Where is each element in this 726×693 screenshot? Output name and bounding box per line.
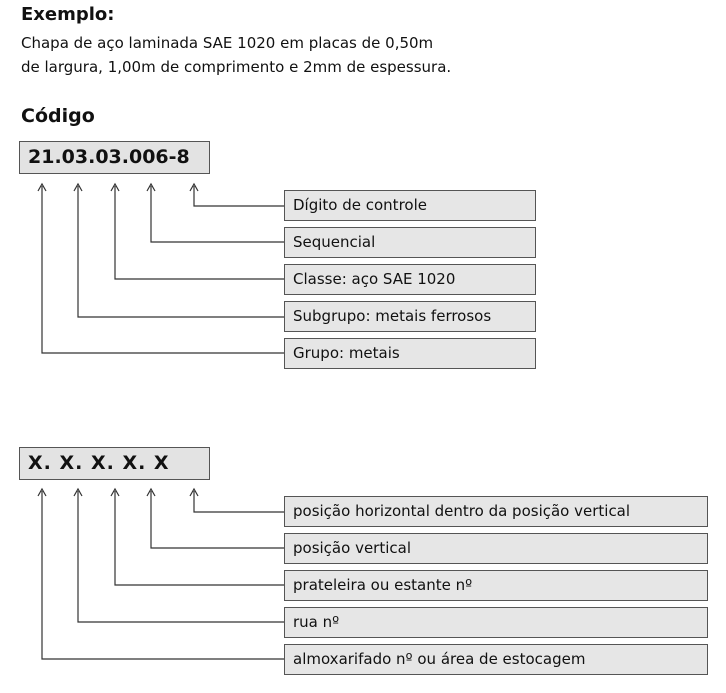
label-group: Grupo: metais: [284, 338, 536, 369]
label-horizontal-position: posição horizontal dentro da posição vertical: [284, 496, 708, 527]
label-street: rua nº: [284, 607, 708, 638]
label-control-digit: Dígito de controle: [284, 190, 536, 221]
location-connectors: [38, 489, 284, 659]
connector-sequential: [151, 186, 284, 242]
label-warehouse: almoxarifado nº ou área de estocagem: [284, 644, 708, 675]
connector-class: [115, 186, 284, 279]
connector-shelf: [115, 491, 284, 585]
label-vertical-position: posição vertical: [284, 533, 708, 564]
example-heading: Exemplo:: [21, 4, 115, 25]
label-subgroup: Subgrupo: metais ferrosos: [284, 301, 536, 332]
code-connectors: [38, 184, 284, 353]
connector-street: [78, 491, 284, 622]
connector-horizontal-position: [194, 491, 284, 512]
code-heading: Código: [21, 105, 95, 127]
location-code-box: X. X. X. X. X: [19, 447, 210, 480]
label-shelf: prateleira ou estante nº: [284, 570, 708, 601]
label-class: Classe: aço SAE 1020: [284, 264, 536, 295]
connector-control-digit: [194, 186, 284, 206]
connector-vertical-position: [151, 491, 284, 548]
example-text-line-1: Chapa de aço laminada SAE 1020 em placas de 0,50m: [21, 34, 434, 52]
label-sequential: Sequencial: [284, 227, 536, 258]
item-code-box: 21.03.03.006-8: [19, 141, 210, 174]
example-text-line-2: de largura, 1,00m de comprimento e 2mm de espessura.: [21, 58, 452, 76]
